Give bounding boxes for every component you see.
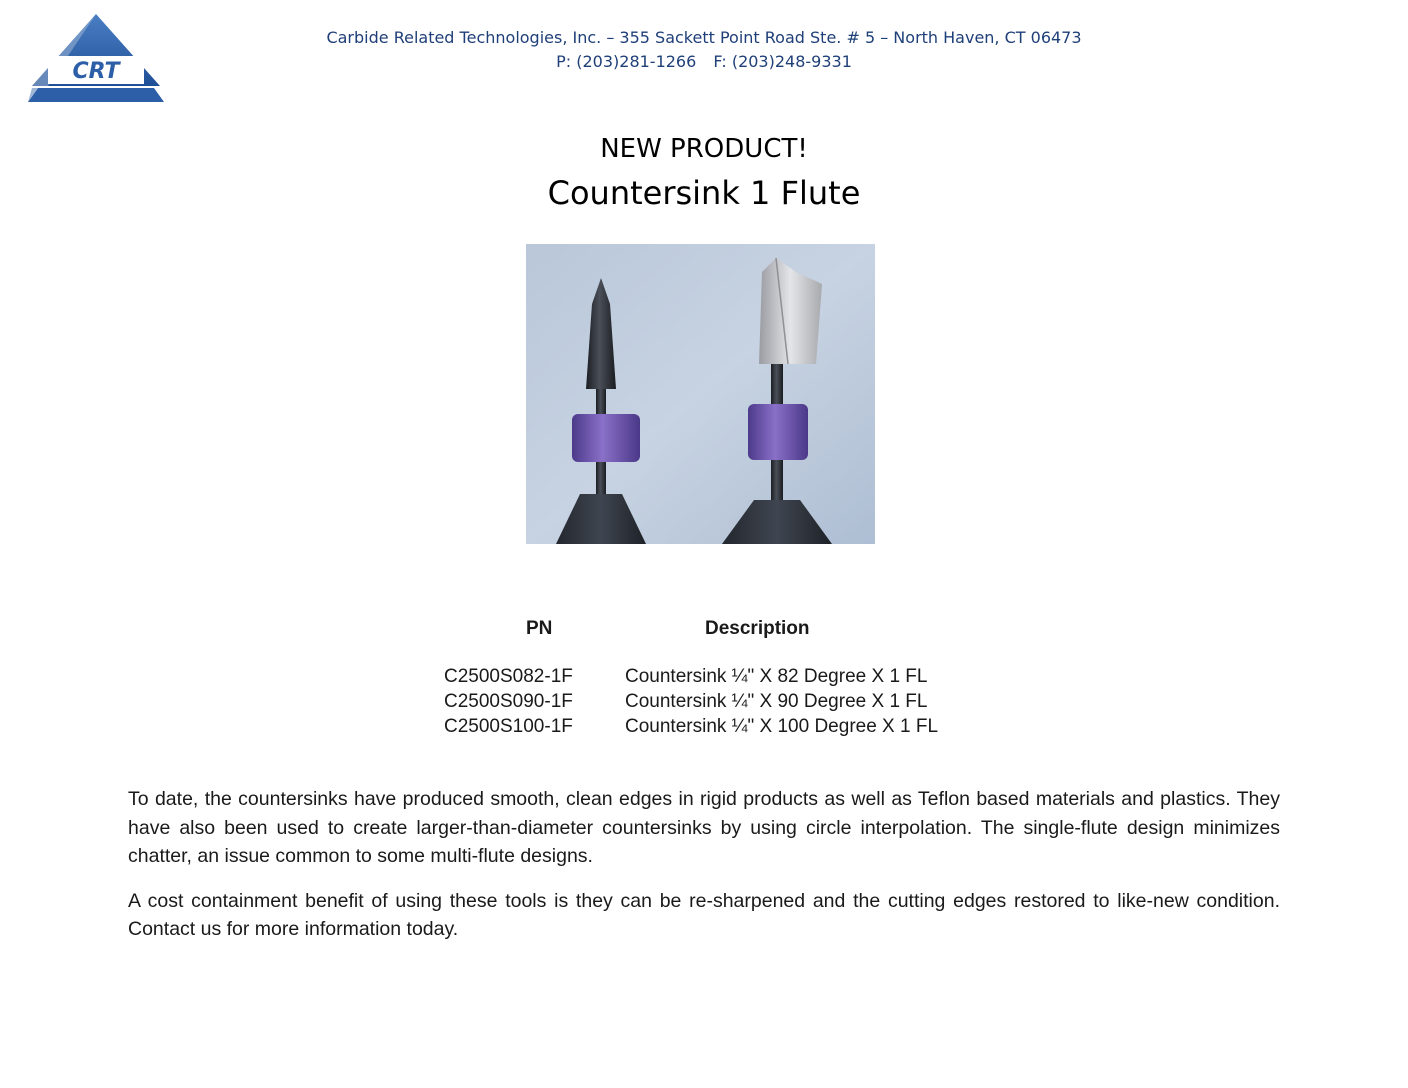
- product-description: [128, 785, 1280, 960]
- company-phone: P: (203)281-1266: [556, 52, 697, 71]
- product-photo: [526, 244, 875, 544]
- company-fax: F: (203)248-9331: [713, 52, 852, 71]
- part-description: Countersink ¼" X 82 Degree X 1 FL: [625, 666, 928, 687]
- company-address: Carbide Related Technologies, Inc. – 355 Sackett Point Road Ste. # 5 – North Haven, CT 06473: [326, 28, 1082, 47]
- part-number: C2500S090-1F: [444, 691, 573, 712]
- table-row: [400, 664, 1040, 689]
- part-number: C2500S100-1F: [444, 716, 573, 737]
- headline: [300, 130, 1108, 216]
- table-row: [400, 689, 1040, 714]
- table-row: [400, 714, 1040, 739]
- parts-table-header: [400, 618, 1040, 646]
- company-contact: [250, 50, 1158, 74]
- crt-logo: [26, 12, 166, 104]
- description-paragraph: A cost containment benefit of using these tools is they can be re-sharpened and the cutting edges restored to like-new condition. Contact us for more information today.: [128, 889, 1280, 940]
- parts-table: [400, 618, 1040, 739]
- part-description: Countersink ¼" X 100 Degree X 1 FL: [625, 716, 939, 737]
- description-paragraph: To date, the countersinks have produced smooth, clean edges in rigid products as well as Teflon based materials and plastics. They have also been used to create larger-than-diameter countersinks by using circle interpolation. The single-flute design minimizes chatter, an issue common to some multi-flute designs.: [128, 788, 1280, 867]
- part-number: C2500S082-1F: [444, 666, 573, 687]
- company-header: [250, 26, 1158, 74]
- description-column-header: Description: [705, 618, 810, 639]
- logo-text: CRT: [72, 59, 120, 84]
- product-title: Countersink 1 Flute: [547, 174, 861, 212]
- part-description: Countersink ¼" X 90 Degree X 1 FL: [625, 691, 928, 712]
- new-product-heading: NEW PRODUCT!: [600, 134, 808, 164]
- pn-column-header: PN: [526, 618, 553, 639]
